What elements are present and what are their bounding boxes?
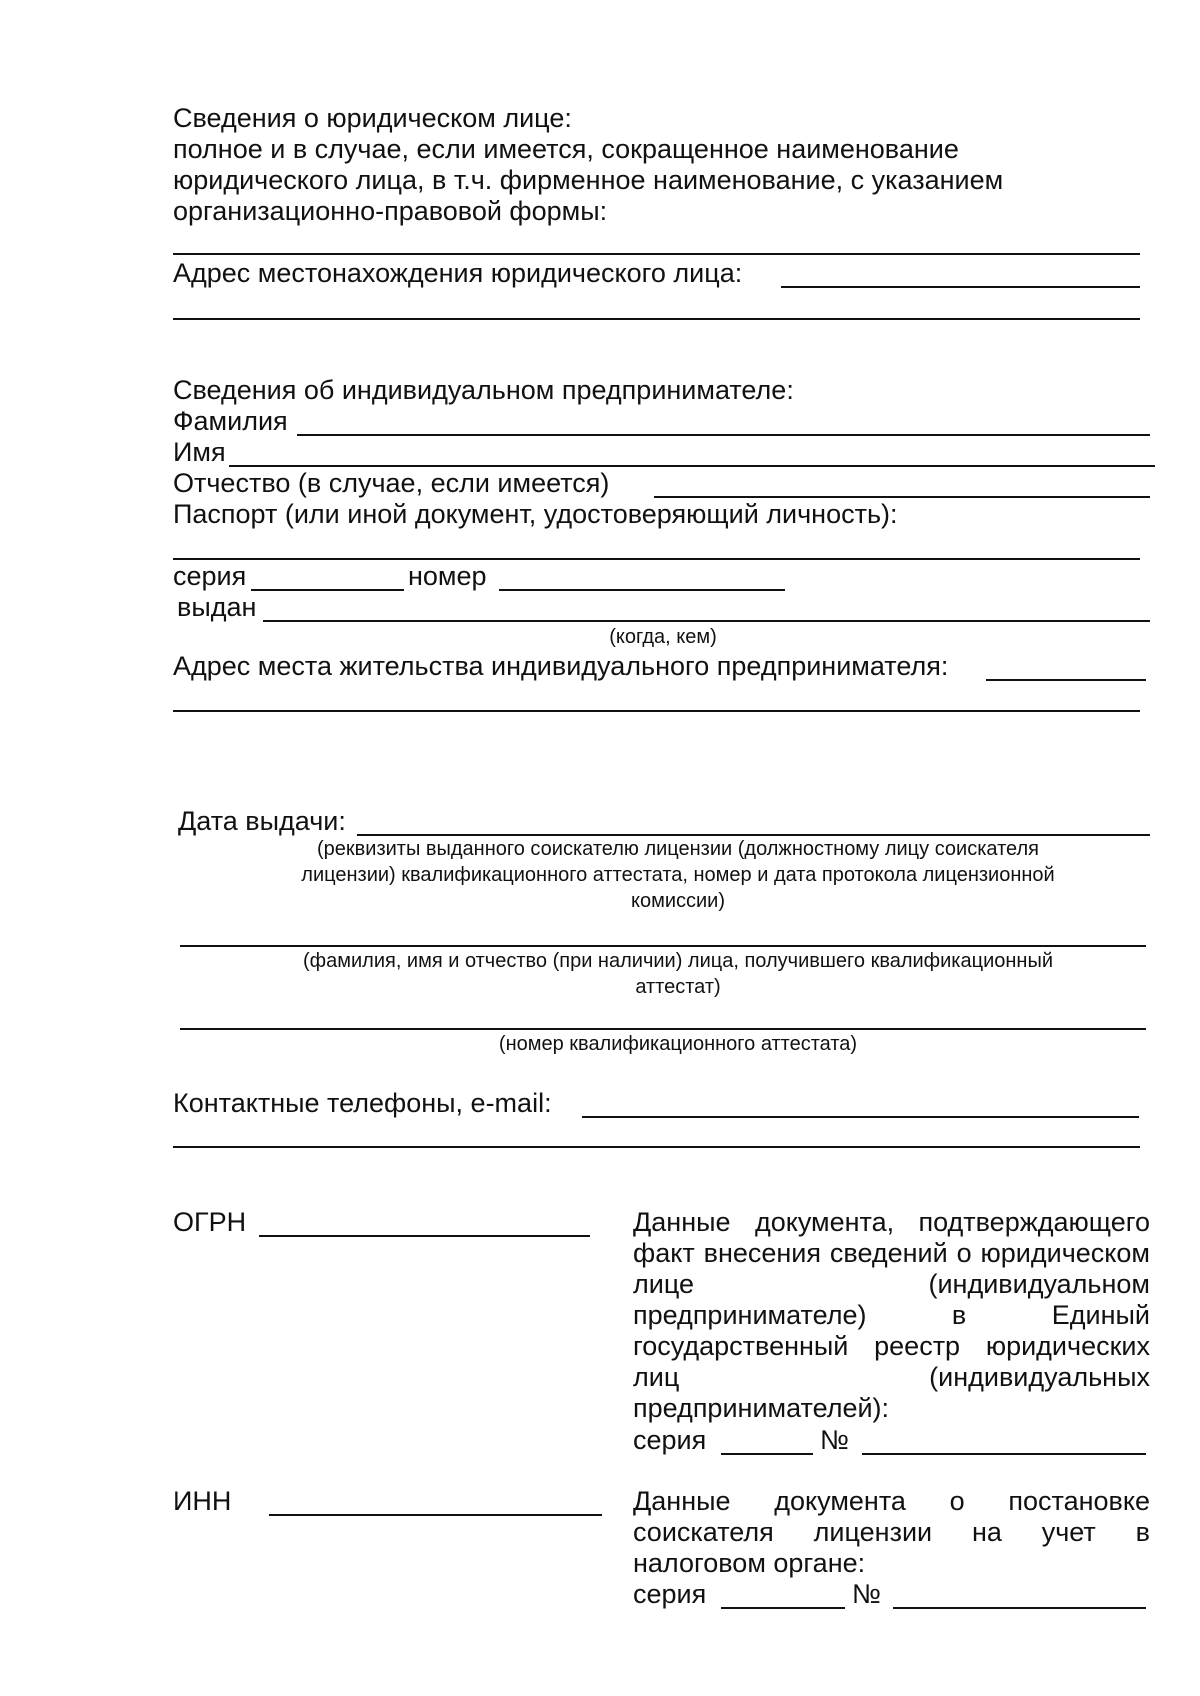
passport-series-field[interactable] [251, 589, 404, 591]
residence-address-field[interactable] [986, 679, 1146, 681]
legal-entity-address-label: Адрес местонахождения юридического лица: [173, 258, 743, 288]
issued-field[interactable] [263, 620, 1150, 622]
first-name-field[interactable] [229, 465, 1155, 467]
residence-address-label: Адрес места жительства индивидуального предпринимателя: [173, 651, 949, 681]
issue-date-label: Дата выдачи: [178, 806, 346, 836]
legal-entity-name-field[interactable] [173, 253, 1140, 255]
passport-number-label: номер [408, 561, 487, 591]
passport-label: Паспорт (или иной документ, удостоверяющий личность): [173, 499, 898, 529]
legal-entity-heading: Сведения о юридическом лице: [173, 103, 572, 133]
legal-entity-address-field-line2[interactable] [173, 318, 1140, 320]
inn-field[interactable] [269, 1514, 602, 1516]
surname-label: Фамилия [173, 406, 288, 436]
passport-field[interactable] [173, 558, 1140, 560]
requisites-hint-line3: комиссии) [630, 890, 726, 912]
legal-entity-name-label-line3: организационно-правовой формы: [173, 196, 608, 226]
ogrn-label: ОГРН [173, 1207, 247, 1237]
inn-label: ИНН [173, 1486, 232, 1516]
legal-entity-address-field[interactable] [781, 286, 1140, 288]
inn-doc-series-label: серия [633, 1579, 707, 1609]
ogrn-field[interactable] [259, 1235, 590, 1237]
ogrn-doc-number-sign: № [820, 1425, 849, 1455]
requisites-hint-line2: лицензии) квалификационного аттестата, номер и дата протокола лицензионной [301, 864, 1055, 886]
holder-hint-line2: аттестат) [635, 976, 721, 998]
ogrn-document-text: Данные документа, подтверждающего факт внесения сведений о юридическом лице (индивидуальном предпринимателе) в Единый государственный реестр юридических лиц (индивидуальных предпринимателей): [633, 1207, 1150, 1423]
patronymic-label: Отчество (в случае, если имеется) [173, 468, 610, 498]
certificate-holder-field[interactable] [180, 945, 1146, 947]
legal-entity-name-label-line2: юридического лица, в т.ч. фирменное наименование, с указанием [173, 165, 1004, 195]
legal-entity-name-label-line1: полное и в случае, если имеется, сокращенное наименование [173, 134, 959, 164]
contacts-label: Контактные телефоны, e-mail: [173, 1088, 552, 1118]
patronymic-field[interactable] [654, 496, 1150, 498]
certificate-number-field[interactable] [180, 1028, 1146, 1030]
ogrn-doc-series-label: серия [633, 1425, 707, 1455]
issued-label: выдан [177, 592, 257, 622]
holder-hint-line1: (фамилия, имя и отчество (при наличии) лица, получившего квалификационный [302, 950, 1054, 972]
requisites-hint-line1: (реквизиты выданного соискателю лицензии (должностному лицу соискателя [317, 838, 1039, 860]
passport-number-field[interactable] [499, 589, 785, 591]
residence-address-field-line2[interactable] [173, 710, 1140, 712]
contacts-field-line2[interactable] [173, 1146, 1140, 1148]
certificate-number-hint: (номер квалификационного аттестата) [498, 1033, 858, 1055]
surname-field[interactable] [297, 434, 1150, 436]
contacts-field[interactable] [582, 1116, 1139, 1118]
inn-doc-series-field[interactable] [721, 1607, 845, 1609]
issued-hint: (когда, кем) [609, 626, 717, 648]
inn-doc-number-sign: № [852, 1579, 881, 1609]
entrepreneur-heading: Сведения об индивидуальном предпринимателе: [173, 375, 794, 405]
inn-doc-number-field[interactable] [893, 1607, 1146, 1609]
first-name-label: Имя [173, 437, 226, 467]
inn-document-text: Данные документа о постановке соискателя лицензии на учет в налоговом органе: [633, 1486, 1150, 1578]
ogrn-doc-series-field[interactable] [721, 1453, 813, 1455]
ogrn-doc-number-field[interactable] [862, 1453, 1146, 1455]
passport-series-label: серия [173, 561, 247, 591]
